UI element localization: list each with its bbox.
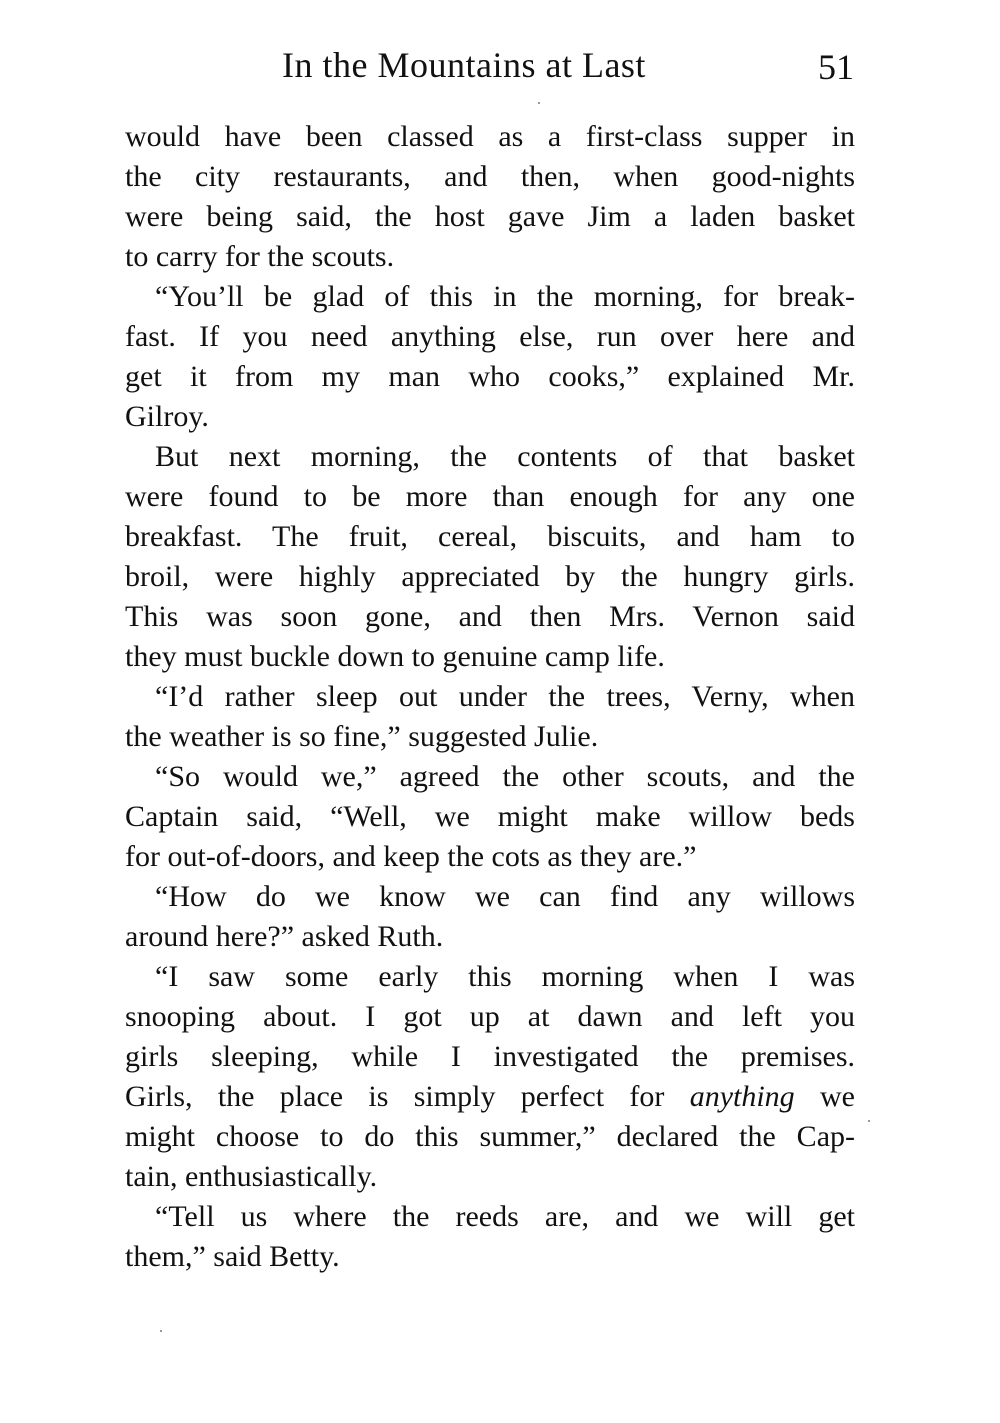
text-line: Captain said, “Well, we might make willow beds (125, 800, 855, 833)
body-text (125, 117, 855, 1277)
text-line: might choose to do this summer,” declared the Cap- (125, 1120, 855, 1153)
text-line: “I’d rather sleep out under the trees, Verny, when (155, 680, 855, 713)
text-line: the city restaurants, and then, when good-nights (125, 160, 855, 193)
text-line: snooping about. I got up at dawn and left you (125, 1000, 855, 1033)
text-line (125, 1077, 855, 1117)
text-line: But next morning, the contents of that basket (155, 440, 855, 473)
text-line: This was soon gone, and then Mrs. Vernon said (125, 600, 855, 633)
text-line: girls sleeping, while I investigated the premises. (125, 1040, 855, 1073)
text-line: to carry for the scouts. (125, 240, 395, 273)
text-line: “Tell us where the reeds are, and we will get (155, 1200, 855, 1233)
page-number: 51 (818, 47, 854, 87)
text-line: the weather is so fine,” suggested Julie. (125, 720, 599, 753)
text-line: them,” said Betty. (125, 1240, 340, 1273)
text-segment: Girls, the place is simply perfect for (125, 1080, 690, 1113)
text-line: would have been classed as a first-class supper in (125, 120, 855, 153)
text-line: breakfast. The fruit, cereal, biscuits, and ham to (125, 520, 855, 553)
text-line: were found to be more than enough for any one (125, 480, 855, 513)
text-segment: we (794, 1080, 855, 1113)
italic-word: anything (689, 1080, 795, 1113)
text-line: tain, enthusiastically. (125, 1160, 378, 1193)
text-line: “How do we know we can find any willows (155, 880, 855, 913)
text-line: broil, were highly appreciated by the hungry girls. (125, 560, 855, 593)
text-line: get it from my man who cooks,” explained Mr. (125, 360, 855, 393)
text-line: “So would we,” agreed the other scouts, and the (155, 760, 855, 793)
text-line: were being said, the host gave Jim a laden basket (125, 200, 855, 233)
text-line: “I saw some early this morning when I was (155, 960, 855, 993)
text-line: for out-of-doors, and keep the cots as they are.” (125, 840, 697, 873)
text-line: they must buckle down to genuine camp life. (125, 640, 665, 673)
text-line: around here?” asked Ruth. (125, 920, 444, 953)
running-head (0, 44, 1000, 94)
print-speck (538, 102, 540, 104)
text-line: “You’ll be glad of this in the morning, for break- (155, 280, 855, 313)
print-speck (868, 1120, 870, 1122)
print-speck (160, 1330, 162, 1332)
text-line: Gilroy. (125, 400, 209, 433)
running-title: In the Mountains at Last (282, 45, 646, 85)
text-line: fast. If you need anything else, run over here and (125, 320, 855, 353)
